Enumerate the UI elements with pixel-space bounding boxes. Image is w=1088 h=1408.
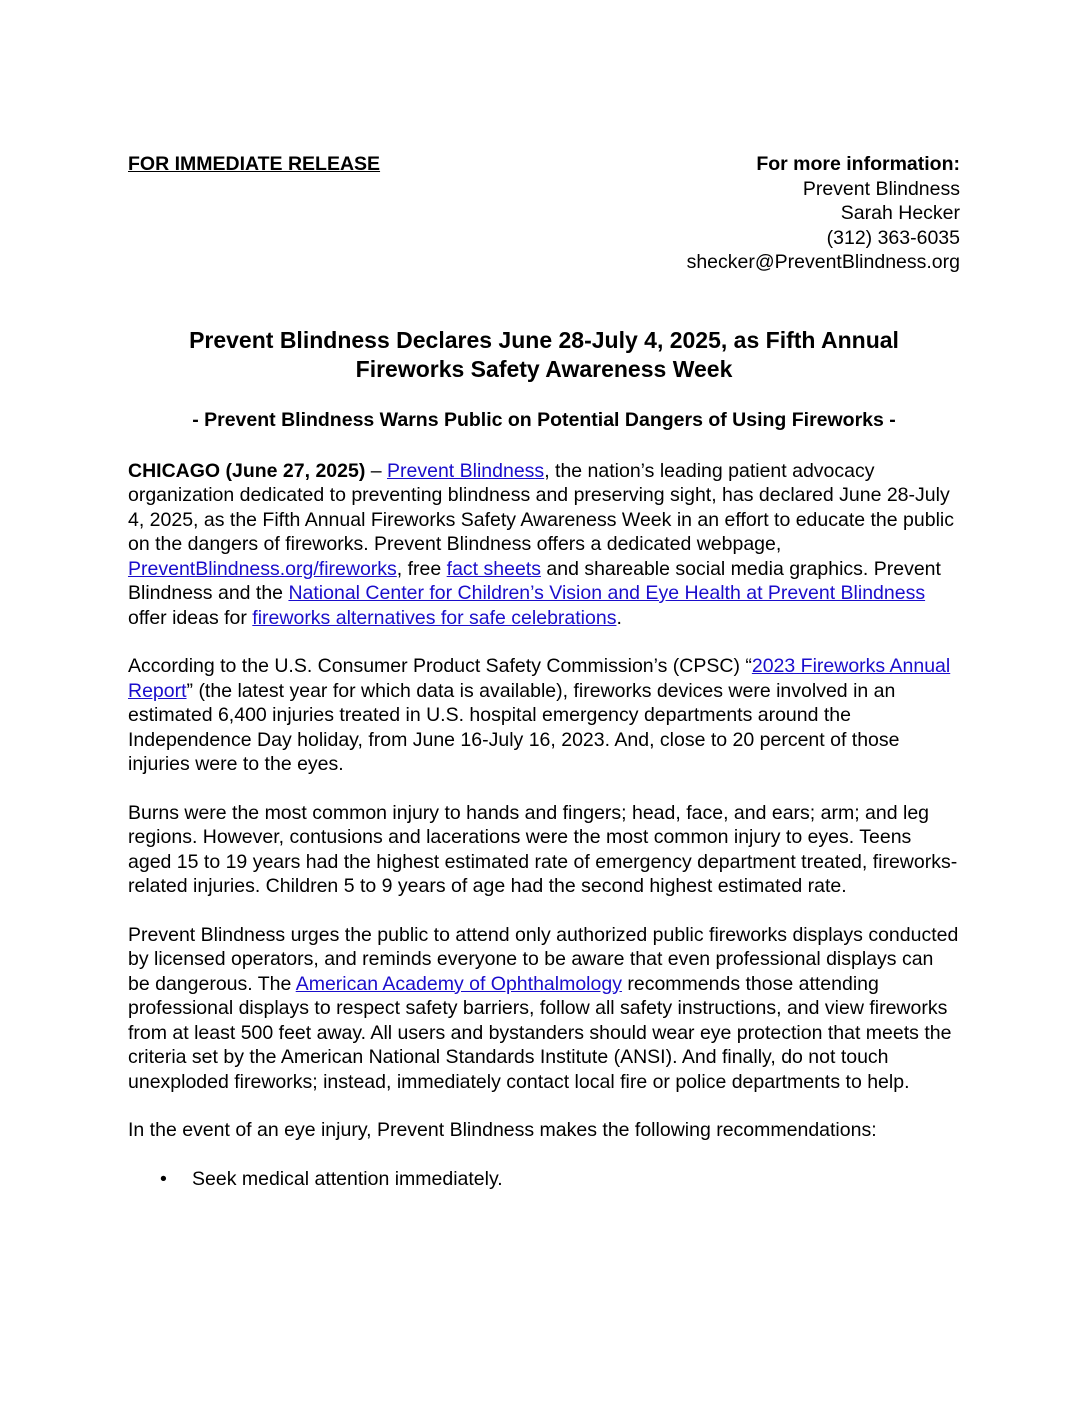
text-span: According to the U.S. Consumer Product Safety Commission’s (CPSC) “: [128, 655, 752, 677]
release-label: FOR IMMEDIATE RELEASE: [128, 153, 381, 175]
link-prevent-blindness[interactable]: Prevent Blindness: [387, 459, 545, 482]
text-span: and shareable social media graphics. Prevent Blindness and the: [128, 557, 941, 604]
list-item-text: Seek medical attention immediately.: [192, 1167, 503, 1190]
press-subtitle: - Prevent Blindness Warns Public on Potential Dangers of Using Fireworks -: [192, 409, 896, 431]
text-span: recommends those attending professional displays to respect safety barriers, follow all safety instructions, and view fireworks from at least 500 feet away. All users and bystanders should wear eye protection that meets the criteria set by the American National Standards Institute (ANSI). And finally, do not touch unexploded fireworks; instead, immediately contact local fire or police departments to help.: [128, 972, 952, 1093]
text-span: offer ideas for: [128, 606, 253, 629]
text-span: , the nation’s leading patient advocacy organization dedicated to preventing blindness and preserving sight, has declared June 28-July 4, 2025, as the Fifth Annual Fireworks Safety Awareness Week in an effort to educate the public on the dangers of fireworks. Prevent Blindness offers a dedicated webpage,: [128, 459, 954, 555]
paragraph-injuries: Burns were the most common injury to hands and fingers; head, face, and ears; arm; and leg regions. However, contusions and lacerations were the most common injury to eyes. Teens aged 15 to 19 years had the highest estimated rate of emergency department treated, fireworks-related injuries. Children 5 to 9 years of age had the second highest estimated rate.: [128, 801, 958, 897]
paragraph-eye-injury: In the event of an eye injury, Prevent Blindness makes the following recommendations:: [128, 1119, 877, 1141]
contact-phone: (312) 363-6035: [826, 226, 960, 249]
text-span: –: [365, 459, 388, 482]
paragraph-cpsc: [128, 654, 960, 777]
recommendation-list: [128, 1167, 960, 1192]
link-fireworks-alternatives[interactable]: fireworks alternatives for safe celebrations: [252, 606, 617, 629]
link-fact-sheets[interactable]: fact sheets: [446, 557, 541, 580]
document-content: [128, 152, 960, 1191]
press-title: Prevent Blindness Declares June 28-July 4, 2025, as Fifth Annual Fireworks Safety Awareness Week: [189, 327, 899, 382]
bullet-icon: •: [160, 1167, 167, 1190]
paragraph-intro: [128, 459, 960, 631]
paragraph-recommendations: [128, 923, 960, 1095]
text-span: Prevent Blindness urges the public to attend only authorized public fireworks displays conducted by licensed operators, and reminds everyone to be aware that even professional displays can be dangerous. The: [128, 923, 959, 995]
list-item: [128, 1167, 960, 1192]
text-span: , free: [396, 557, 447, 580]
contact-email: shecker@PreventBlindness.org: [686, 251, 960, 273]
contact-label: For more information:: [756, 153, 960, 175]
press-header: [128, 152, 960, 282]
link-national-center[interactable]: National Center for Children’s Vision and Eye Health at Prevent Blindness: [288, 582, 926, 604]
dateline: CHICAGO (June 27, 2025): [128, 459, 366, 482]
text-span: ” (the latest year for which data is available), fireworks devices were involved in an estimated 6,400 injuries treated in U.S. hospital emergency departments around the Independence Day holiday, from June 16-July 16, 2023. And, close to 20 percent of those injuries were to the eyes.: [128, 679, 900, 775]
link-aao[interactable]: American Academy of Ophthalmology: [295, 972, 622, 995]
link-annual-report[interactable]: 2023 Fireworks Annual Report: [128, 655, 951, 702]
contact-name: Sarah Hecker: [840, 202, 960, 224]
contact-org: Prevent Blindness: [802, 177, 960, 200]
contact-block: [687, 152, 960, 275]
text-span: .: [616, 606, 622, 629]
link-fireworks-webpage[interactable]: PreventBlindness.org/fireworks: [128, 557, 397, 580]
